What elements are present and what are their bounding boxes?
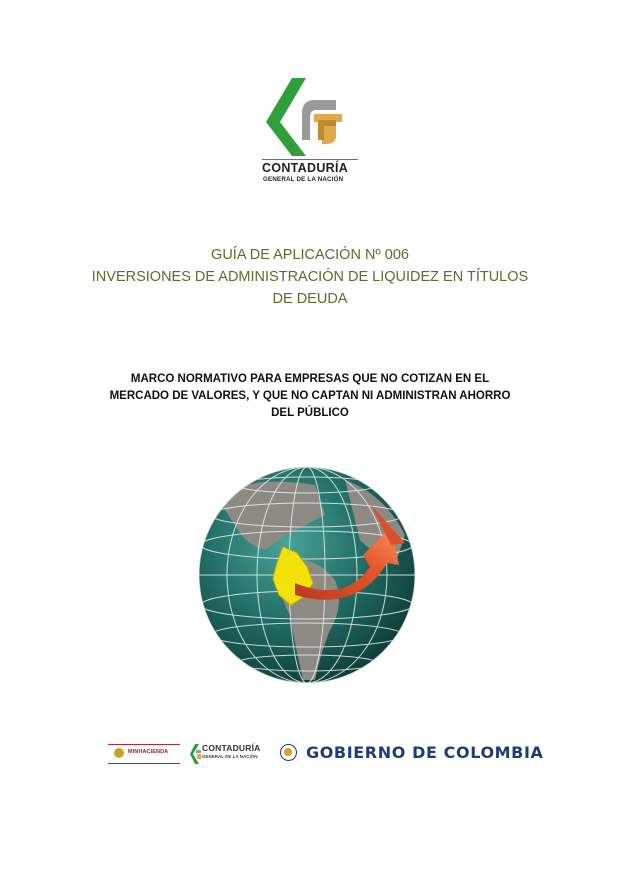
coat-of-arms-icon — [114, 748, 124, 758]
contaduria-small-logo — [190, 743, 260, 765]
contaduria-emblem-icon — [262, 74, 358, 160]
title-line-1: GUÍA DE APLICACIÓN Nº 006 — [211, 247, 409, 263]
title-line-3: DE DEUDA — [272, 291, 348, 307]
globe-illustration — [195, 455, 435, 685]
gobierno-text: GOBIERNO DE COLOMBIA — [306, 743, 544, 762]
logo-brand-subtext: GENERAL DE LA NACIÓN — [263, 176, 344, 183]
gobierno-de-colombia-logo — [280, 742, 544, 766]
title-line-2: INVERSIONES DE ADMINISTRACIÓN DE LIQUIDEZ EN TÍTULOS — [91, 269, 529, 285]
contaduria-small-text: CONTADURÍA — [202, 743, 261, 753]
subtitle-line-1: MARCO NORMATIVO PARA EMPRESAS QUE NO COTIZAN EN EL — [130, 373, 490, 385]
contaduria-small-icon — [190, 744, 201, 764]
logo-divider — [262, 159, 358, 160]
escudo-icon — [280, 744, 297, 761]
minhacienda-logo — [108, 744, 180, 764]
logo-brand-text: CONTADURÍA — [262, 161, 349, 175]
document-title — [60, 244, 560, 310]
document-subtitle — [90, 371, 530, 422]
subtitle-line-3: DEL PÚBLICO — [271, 407, 349, 419]
contaduria-logo — [262, 74, 358, 186]
subtitle-line-2: MERCADO DE VALORES, Y QUE NO CAPTAN NI ADMINISTRAN AHORRO — [109, 390, 511, 402]
contaduria-small-subtext: GENERAL DE LA NACIÓN — [202, 754, 258, 759]
footer-logos — [108, 740, 544, 770]
minhacienda-text: MINHACIENDA — [128, 749, 169, 755]
